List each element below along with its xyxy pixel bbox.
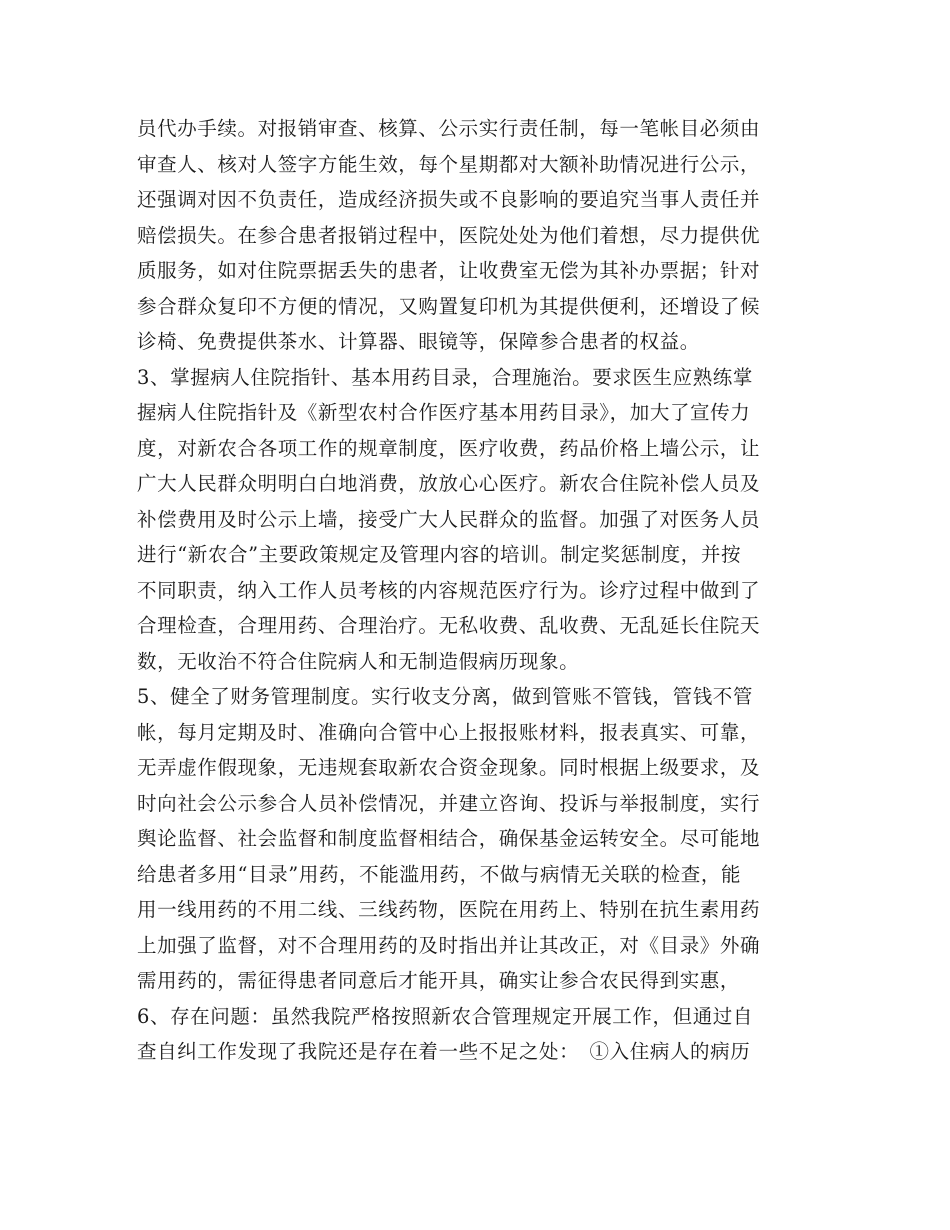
body-line: 赔偿损失。在参合患者报销过程中，医院处处为他们着想，尽力提供优: [137, 223, 761, 247]
body-line: 诊椅、免费提供茶水、计算器、眼镜等，保障参合患者的权益。: [137, 330, 700, 353]
body-line: 帐，每月定期及时、准确向合管中心上报报账材料，报表真实、可靠，: [137, 720, 761, 744]
section-3-heading-line: 3、掌握病人住院指针、基本用药目录，合理施治。要求医生应熟练掌: [137, 365, 754, 389]
section-5-heading-line: 5、健全了财务管理制度。实行收支分离，做到管账不管钱，管钱不管: [137, 685, 754, 708]
body-line: 时向社会公示参合人员补偿情况，并建立咨询、投诉与举报制度，实行: [137, 791, 761, 815]
body-line: 质服务，如对住院票据丢失的患者，让收费室无偿为其补办票据；针对: [137, 259, 761, 282]
body-line: 补偿费用及时公示上墙，接受广大人民群众的监督。加强了对医务人员: [137, 507, 761, 531]
body-line: 进行“新农合”主要政策规定及管理内容的培训。制定奖惩制度，并按: [137, 543, 742, 566]
body-line: 查自纠工作发现了我院还是存在着一些不足之处： ①入住病人的病历: [137, 1040, 751, 1063]
body-line: 上加强了监督，对不合理用药的及时指出并让其改正，对《目录》外确: [137, 933, 761, 957]
body-line: 数，无收治不符合住院病人和无制造假病历现象。: [137, 649, 580, 673]
body-line: 合理检查，合理用药、合理治疗。无私收费、乱收费、无乱延长住院天: [137, 614, 761, 637]
body-line: 参合群众复印不方便的情况，又购置复印机为其提供便利，还增设了候: [137, 294, 761, 318]
body-line: 还强调对因不负责任，造成经济损失或不良影响的要追究当事人责任并: [137, 188, 761, 211]
body-line: 需用药的，需征得患者同意后才能开具，确实让参合农民得到实惠，: [137, 969, 741, 992]
body-line: 不同职责，纳入工作人员考核的内容规范医疗行为。诊疗过程中做到了: [137, 578, 761, 602]
body-line: 广大人民群众明明白白地消费，放放心心医疗。新农合住院补偿人员及: [137, 472, 761, 495]
body-line: 握病人住院指针及《新型农村合作医疗基本用药目录》，加大了宣传力: [137, 401, 751, 424]
body-line: 审查人、核对人签字方能生效，每个星期都对大额补助情况进行公示，: [137, 152, 761, 176]
document-body: [137, 111, 827, 1070]
body-line: 员代办手续。对报销审查、核算、公示实行责任制，每一笔帐目必须由: [137, 117, 761, 140]
body-line: 无弄虚作假现象，无违规套取新农合资金现象。同时根据上级要求，及: [137, 756, 761, 779]
body-line: 给患者多用“目录”用药，不能滥用药，不做与病情无关联的检查，能: [137, 862, 742, 886]
body-line: 用一线用药的不用二线、三线药物，医院在用药上、特别在抗生素用药: [137, 898, 761, 921]
body-line: 度，对新农合各项工作的规章制度，医疗收费，药品价格上墙公示，让: [137, 436, 761, 460]
section-6-heading-line: 6、存在问题：虽然我院严格按照新农合管理规定开展工作，但通过自: [137, 1004, 754, 1028]
body-line: 舆论监督、社会监督和制度监督相结合，确保基金运转安全。尽可能地: [137, 827, 761, 850]
